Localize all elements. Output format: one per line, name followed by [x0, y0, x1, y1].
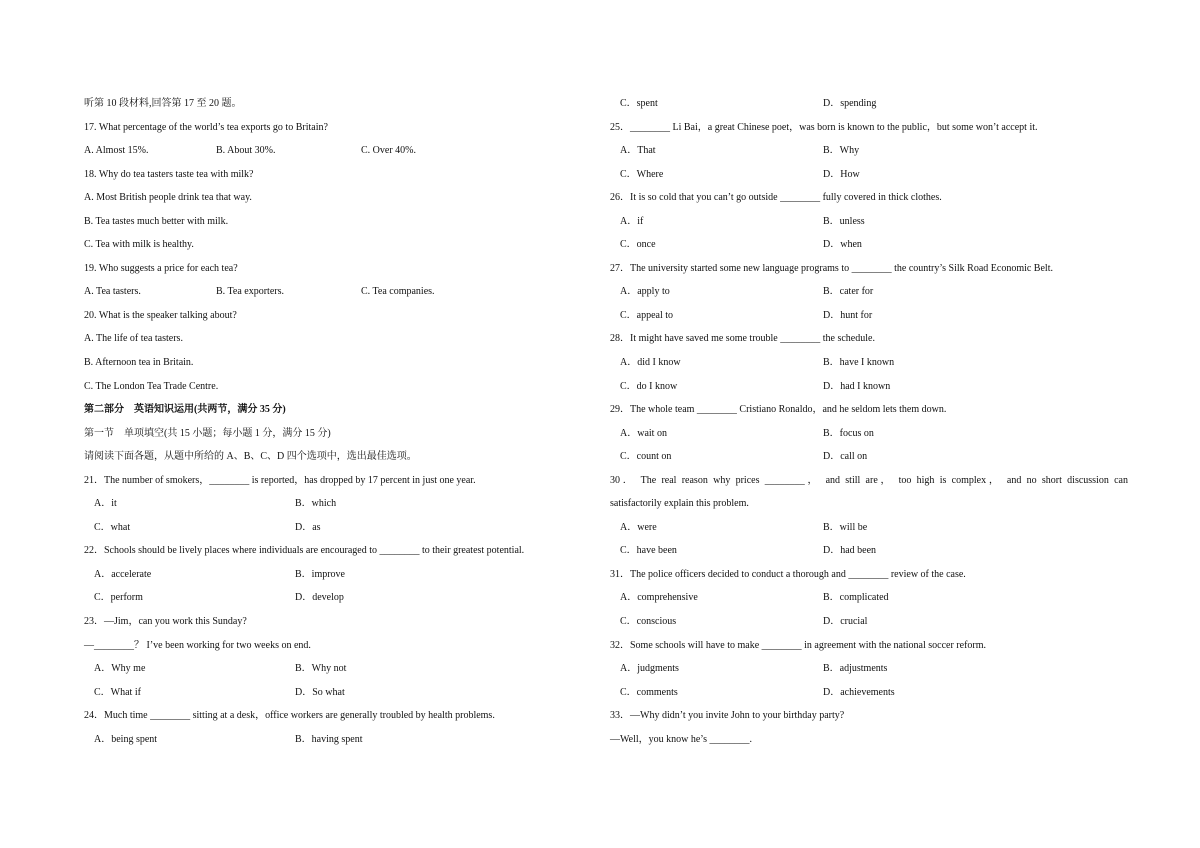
option-30b: B．will be [823, 521, 868, 533]
option-27b: B．cater for [823, 286, 874, 298]
option-31a: A．comprehensive [620, 592, 698, 604]
question-26: 26．It is so cold that you can’t go outside ________ fully covered in thick clothes. [610, 192, 942, 204]
option-21a: A．it [94, 498, 117, 510]
option-31d: D．crucial [823, 616, 868, 628]
options-26ab [610, 210, 1128, 234]
question-29: 29．The whole team ________ Cristiano Ronaldo，and he seldom lets them down. [610, 404, 947, 416]
option-26a: A．if [620, 215, 644, 227]
option-31c: C．conscious [620, 616, 677, 628]
option-17c: C. Over 40%. [361, 145, 416, 157]
options-30cd [610, 539, 1128, 563]
options-23ab [84, 657, 584, 681]
option-18a: A. Most British people drink tea that way. [84, 192, 252, 204]
option-30d: D．had been [823, 545, 877, 557]
option-25b: B．Why [823, 145, 860, 157]
option-27c: C．appeal to [620, 309, 674, 321]
question-25: 25．________ Li Bai，a great Chinese poet，was born is known to the public，but some won’t accept it. [610, 121, 1038, 133]
option-18c: C. Tea with milk is healthy. [84, 239, 194, 251]
options-29cd [610, 445, 1128, 469]
options-21ab [84, 492, 584, 516]
option-25c: C．Where [620, 168, 664, 180]
option-17a: A. Almost 15%. [84, 145, 149, 157]
options-24ab [84, 728, 584, 752]
option-23b: B．Why not [295, 663, 347, 675]
options-27cd [610, 304, 1128, 328]
option-23c: C．What if [94, 686, 141, 698]
option-24b: B．having spent [295, 733, 363, 745]
options-25ab [610, 139, 1128, 163]
left-column [84, 92, 584, 751]
option-29d: D．call on [823, 451, 868, 463]
question-20: 20. What is the speaker talking about? [84, 309, 237, 321]
option-29b: B．focus on [823, 427, 874, 439]
question-23-reply: —________？ I’ve been working for two weeks on end. [84, 639, 311, 651]
option-18b: B. Tea tastes much better with milk. [84, 215, 229, 227]
option-24c: C．spent [620, 98, 658, 109]
option-28d: D．had I known [823, 380, 891, 392]
options-32cd [610, 681, 1128, 705]
option-23d: D．So what [295, 686, 345, 698]
question-23: 23．—Jim，can you work this Sunday? [84, 616, 247, 628]
section-instruction: 请阅读下面各题，从题中所给的 A、B、C、D 四个选项中，选出最佳选项。 [84, 451, 417, 463]
options-27ab [610, 280, 1128, 304]
option-27d: D．hunt for [823, 309, 873, 321]
option-22b: B．improve [295, 568, 345, 580]
option-20c: C. The London Tea Trade Centre. [84, 380, 219, 392]
option-25d: D．How [823, 168, 860, 180]
options-31ab [610, 586, 1128, 610]
option-32a: A．judgments [620, 663, 679, 675]
option-19b: B. Tea exporters. [216, 286, 284, 298]
question-30: 30． The real reason why prices ________， and still are， too high is complex， and no short discussion can [610, 474, 1128, 486]
option-26c: C．once [620, 239, 656, 251]
option-22a: A．accelerate [94, 568, 152, 580]
options-26cd [610, 233, 1128, 257]
option-29a: A．wait on [620, 427, 667, 439]
part-two-heading: 第二部分 英语知识运用(共两节，满分 35 分) [84, 404, 286, 416]
question-18: 18. Why do tea tasters taste tea with milk? [84, 168, 254, 180]
section-one-heading: 第一节 单项填空(共 15 小题；每小题 1 分，满分 15 分) [84, 427, 331, 439]
options-21cd [84, 516, 584, 540]
options-28ab [610, 351, 1128, 375]
option-21d: D．as [295, 521, 321, 533]
question-30-cont: satisfactorily explain this problem. [610, 498, 749, 510]
question-33: 33．—Why didn’t you invite John to your birthday party? [610, 710, 845, 722]
option-26b: B．unless [823, 215, 865, 227]
options-29ab [610, 422, 1128, 446]
option-28c: C．do I know [620, 380, 678, 392]
options-32ab [610, 657, 1128, 681]
option-24d: D．spending [823, 98, 877, 109]
option-21c: C．what [94, 521, 131, 533]
options-30ab [610, 516, 1128, 540]
option-17b: B. About 30%. [216, 145, 276, 157]
options-23cd [84, 681, 584, 705]
option-32c: C．comments [620, 686, 678, 698]
option-30c: C．have been [620, 545, 677, 557]
options-31cd [610, 610, 1128, 634]
options-22cd [84, 586, 584, 610]
question-33-reply: —Well，you know he’s ________. [610, 733, 752, 745]
option-20b: B. Afternoon tea in Britain. [84, 357, 194, 369]
listening-instruction: 听第 10 段材料,回答第 17 至 20 题。 [84, 98, 242, 109]
option-24a: A．being spent [94, 733, 158, 745]
option-25a: A．That [620, 145, 656, 157]
options-17 [84, 139, 584, 163]
right-column [610, 92, 1128, 751]
option-29c: C．count on [620, 451, 672, 463]
option-26d: D．when [823, 239, 862, 251]
option-30a: A．were [620, 521, 657, 533]
option-23a: A．Why me [94, 663, 146, 675]
options-28cd [610, 375, 1128, 399]
option-22c: C．perform [94, 592, 143, 604]
question-31: 31．The police officers decided to conduct a thorough and ________ review of the case. [610, 568, 966, 580]
option-32b: B．adjustments [823, 663, 888, 675]
question-28: 28．It might have saved me some trouble ________ the schedule. [610, 333, 875, 345]
option-21b: B．which [295, 498, 337, 510]
option-28a: A．did I know [620, 357, 681, 369]
question-22: 22．Schools should be lively places where individuals are encouraged to ________ to their greatest potential. [84, 545, 525, 557]
question-21: 21．The number of smokers，________ is reported，has dropped by 17 percent in just one year. [84, 474, 476, 486]
option-19a: A. Tea tasters. [84, 286, 141, 298]
option-31b: B．complicated [823, 592, 889, 604]
options-22ab [84, 563, 584, 587]
question-17: 17. What percentage of the world’s tea exports go to Britain? [84, 121, 328, 133]
options-25cd [610, 163, 1128, 187]
option-28b: B．have I known [823, 357, 895, 369]
option-22d: D．develop [295, 592, 344, 604]
question-27: 27．The university started some new language programs to ________ the country’s Silk Road Economic Belt. [610, 262, 1053, 274]
options-19 [84, 280, 584, 304]
question-32: 32．Some schools will have to make ________ in agreement with the national soccer reform. [610, 639, 987, 651]
question-19: 19. Who suggests a price for each tea? [84, 262, 238, 274]
option-20a: A. The life of tea tasters. [84, 333, 183, 345]
question-24: 24．Much time ________ sitting at a desk，office workers are generally troubled by health problems. [84, 710, 495, 722]
option-27a: A．apply to [620, 286, 670, 298]
options-24cd [610, 92, 1128, 116]
option-32d: D．achievements [823, 686, 895, 698]
option-19c: C. Tea companies. [361, 286, 435, 298]
